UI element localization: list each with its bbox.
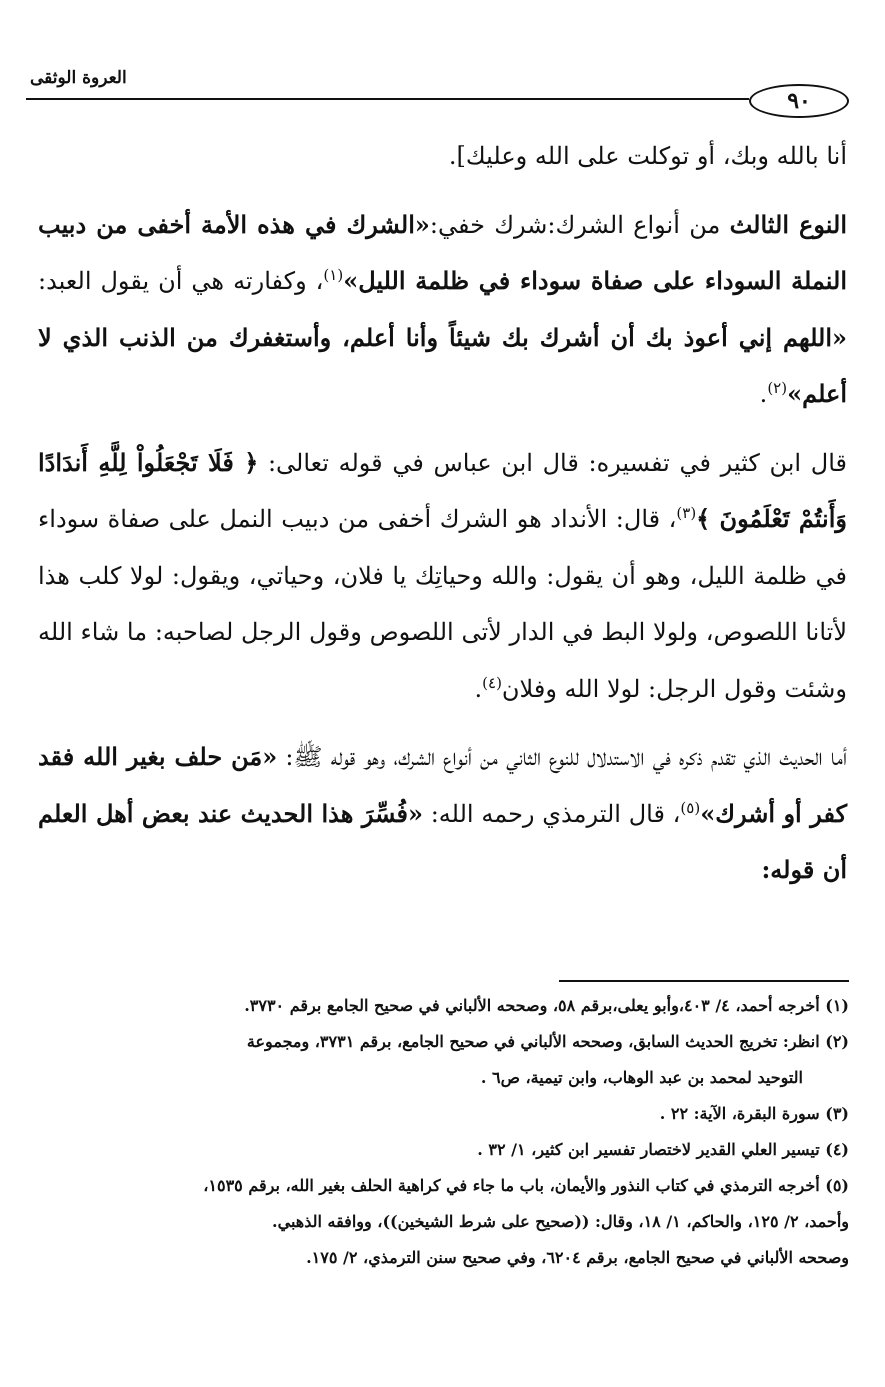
- paragraph-2-text-a: من أنواع الشرك:شرك خفي:: [429, 210, 730, 239]
- footnote-ref-3[interactable]: (٣): [676, 504, 697, 522]
- quran-verse: ﴿ فَلَا تَجْعَلُواْ لِلَّهِ أَندَادًا وَأَنتُمْ تَعْلَمُونَ ﴾: [38, 447, 847, 533]
- hadith-quote-3: «مَن حلف بغير الله فقد كفر أو أشرك»: [38, 742, 848, 828]
- paragraph-4-text-b: ، قال الترمذي رحمه الله:: [422, 799, 681, 828]
- paragraph-3: [38, 435, 847, 718]
- main-text: [38, 128, 847, 911]
- header-rule: [26, 98, 749, 100]
- paragraph-1: [38, 128, 847, 185]
- footnote-3: [36, 1096, 849, 1132]
- footnote-5-text: (٥) أخرجه الترمذي في كتاب النذور والأيمان، باب ما جاء في كراهية الحلف بغير الله، برقم ١٥٣٥،: [203, 1176, 849, 1195]
- hadith-quote-1: «الشرك في هذه الأمة أخفى من دبيب النملة السوداء على صفاة سوداء في ظلمة الليل»: [38, 209, 847, 295]
- paragraph-3-text-a: قال ابن كثير في تفسيره: قال ابن عباس في قوله تعالى:: [258, 448, 847, 477]
- footnote-4-text: (٤) تيسير العلي القدير لاختصار تفسير ابن كثير، ١/ ٣٢ .: [477, 1140, 849, 1159]
- paragraph-3-text-c: .: [474, 674, 483, 703]
- tirmidhi-quote: «فُسِّرَ هذا الحديث عند بعض أهل العلم أن قوله:: [38, 798, 847, 884]
- footnote-1-text: (١) أخرجه أحمد، ٤/ ٤٠٣،وأبو يعلى،برقم ٥٨، وصححه الألباني في صحيح الجامع برقم ٣٧٣٠.: [244, 996, 849, 1015]
- footnote-5: [36, 1168, 849, 1276]
- footnote-ref-5[interactable]: (٥): [680, 798, 701, 817]
- footnote-1: [36, 988, 849, 1024]
- footnote-2: [36, 1024, 849, 1096]
- footnote-2-continuation: التوحيد لمحمد بن عبد الوهاب، وابن تيمية، ص٦ .: [480, 1068, 803, 1087]
- paragraph-2-text-b: ، وكفارته هي أن يقول العبد:: [38, 267, 324, 295]
- paragraph-3-text-b: ، قال: الأنداد هو الشرك أخفى من دبيب النمل على صفاة سوداء في ظلمة الليل، وهو أن يقول: والله وحياتِك يا فلان، وحياتي، ويقول: لولا كلب هذا لأتانا اللصوص، ولولا البط في الدار لأتى اللصوص وقول الرجل لصاحبه: ما شاء الله وشئت وقول الرجل: لولا الله وفلان: [38, 505, 848, 703]
- footnote-ref-1[interactable]: (١): [323, 266, 344, 284]
- footnote-2-text: (٢) انظر: تخريج الحديث السابق، وصححه الألباني في صحيح الجامع، برقم ٣٧٣١، ومجموعة: [246, 1032, 849, 1051]
- footnotes: [36, 988, 849, 1276]
- page-header: [26, 62, 849, 126]
- footnote-5-continuation: وأحمد، ٢/ ١٢٥، والحاكم، ١/ ١٨، وقال: ((صحيح على شرط الشيخين))، ووافقه الذهبي.: [272, 1212, 849, 1231]
- paragraph-1-text: أنا بالله وبك، أو توكلت على الله وعليك].: [448, 142, 847, 170]
- footnote-ref-4[interactable]: (٤): [482, 673, 502, 692]
- footnote-separator: [559, 980, 849, 982]
- footnote-4: [36, 1132, 849, 1168]
- running-title: العروة الوثقى: [30, 68, 127, 88]
- page-number-oval: [749, 84, 849, 118]
- footnote-ref-2[interactable]: (٢): [767, 379, 788, 397]
- footnote-3-text: (٣) سورة البقرة، الآية: ٢٢ .: [659, 1104, 849, 1123]
- paragraph-2-text-c: .: [759, 380, 768, 408]
- paragraph-4: [38, 729, 847, 899]
- paragraph-4-text-a: أما الحديث الذي تقدم ذكره في الاستدلال للنوع الثاني من أنواع الشرك، وهو قوله ﷺ:: [277, 743, 848, 771]
- page-number: ٩٠: [787, 88, 811, 114]
- section-lead: النوع الثالث: [729, 209, 847, 239]
- hadith-quote-2: «اللهم إني أعوذ بك أن أشرك بك شيئاً وأنا أعلم، وأستغفرك من الذنب الذي لا أعلم»: [38, 322, 847, 408]
- footnote-5-continuation-2: وصححه الألباني في صحيح الجامع، برقم ٦٢٠٤، وفي صحيح سنن الترمذي، ٢/ ١٧٥.: [306, 1248, 849, 1267]
- paragraph-2: [38, 197, 847, 423]
